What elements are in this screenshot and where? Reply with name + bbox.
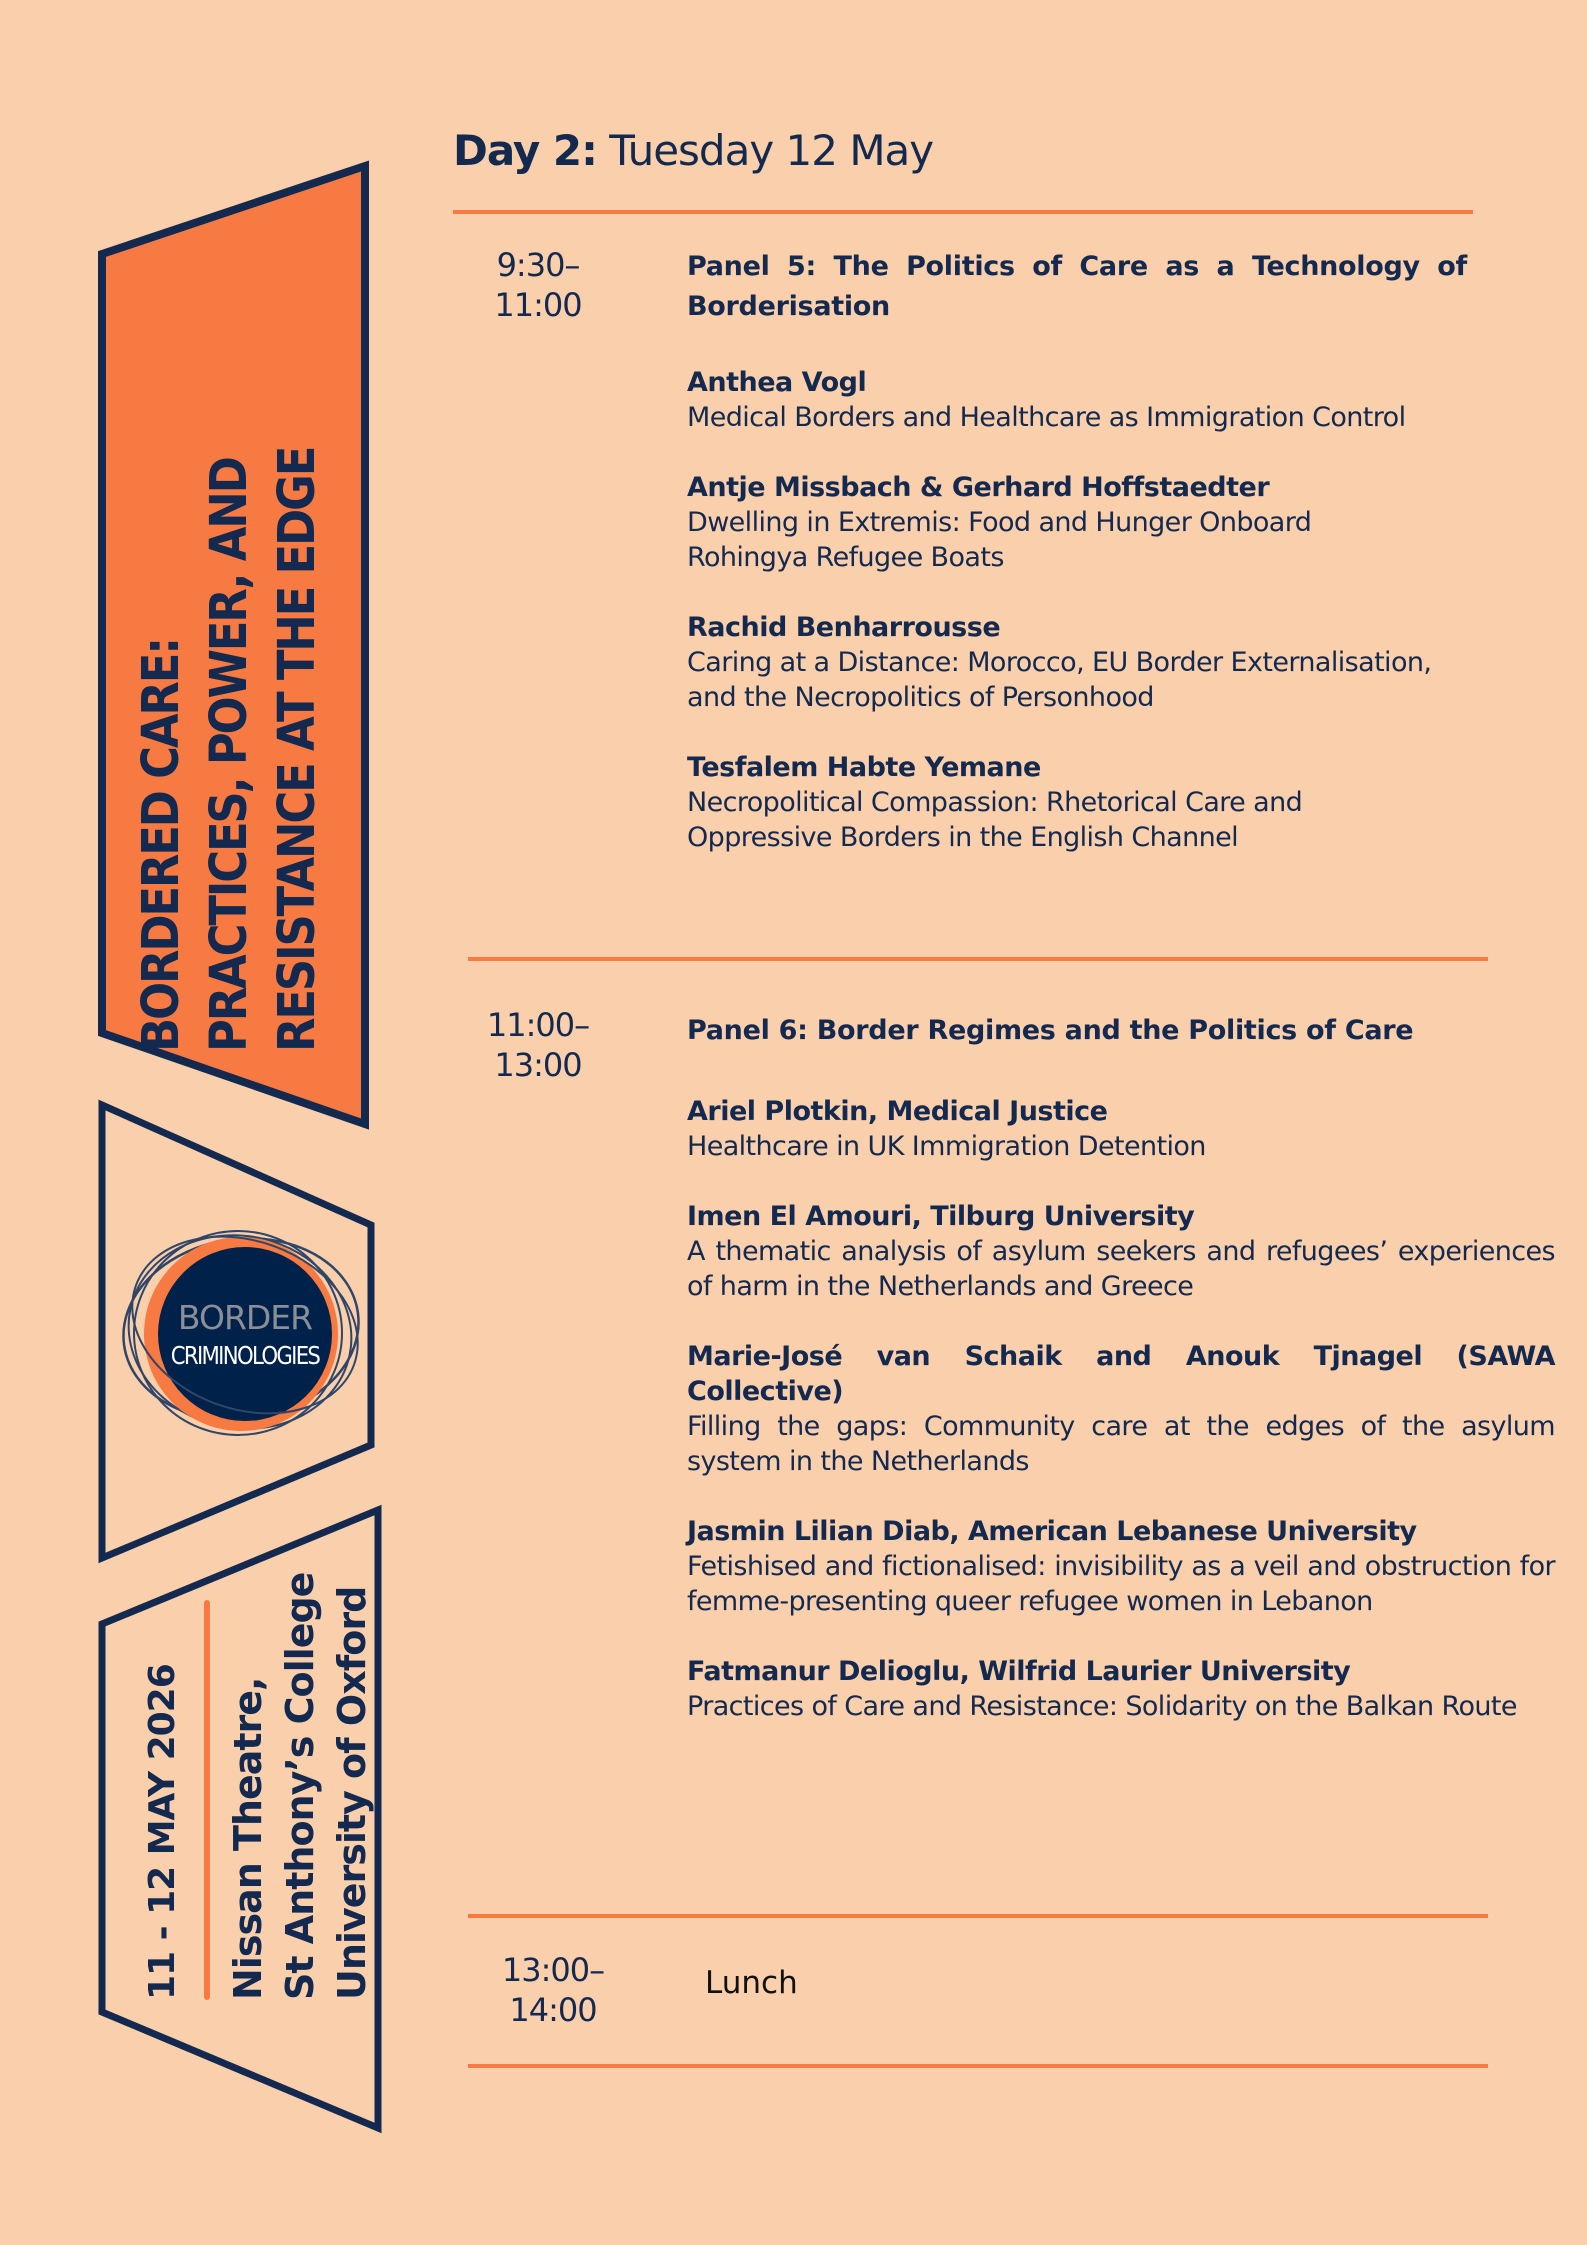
speaker: Antje Missbach & Gerhard Hoffstaedter [687, 472, 1270, 503]
talk-title: Fetishised and fictionalised: invisibility as a veil and obstruction for femme-presenting queer refugee women in Lebanon [687, 1551, 1555, 1617]
time-start: 9:30– [496, 246, 580, 284]
session-content [687, 1009, 1555, 1724]
talk [687, 1199, 1555, 1304]
talk [687, 365, 1467, 435]
session-time [468, 1950, 638, 2030]
talk-title: Dwelling in Extremis: Food and Hunger Onboard Rohingya Refugee Boats [687, 507, 1312, 573]
speaker: Ariel Plotkin, Medical Justice [687, 1096, 1108, 1127]
time-end: 14:00 [509, 1991, 597, 2029]
date-divider [204, 1600, 210, 2000]
day-date: Tuesday 12 May [609, 126, 934, 175]
speaker: Rachid Benharrousse [687, 612, 1001, 643]
lunch-label: Lunch [705, 1965, 798, 2001]
talk-title: Filling the gaps: Community care at the edges of the asylum system in the Netherlands [687, 1411, 1555, 1477]
talk-title: Necropolitical Compassion: Rhetorical Care and Oppressive Borders in the English Channel [687, 787, 1303, 853]
panel-title: Panel 5: The Politics of Care as a Technology of Borderisation [687, 251, 1467, 322]
event-dates: 11 - 12 MAY 2026 [142, 1664, 183, 2000]
time-end: 13:00 [494, 1046, 582, 1084]
talk-title: Caring at a Distance: Morocco, EU Border Externalisation, and the Necropolitics of Personhood [687, 647, 1432, 713]
talk-title: Healthcare in UK Immigration Detention [687, 1131, 1206, 1162]
divider [468, 1914, 1488, 1918]
talk [687, 470, 1417, 575]
speaker: Anthea Vogl [687, 367, 867, 398]
talk [687, 1654, 1555, 1724]
speaker: Tesfalem Habte Yemane [687, 752, 1041, 783]
venue-line-3: University of Oxford [330, 1586, 374, 2000]
logo-text-criminologies: CRIMINOLOGIES [170, 1341, 320, 1370]
session-content [687, 247, 1467, 855]
event-details [140, 1572, 378, 2000]
speaker: Imen El Amouri, Tilburg University [687, 1201, 1195, 1232]
talk [687, 750, 1417, 855]
divider [468, 2064, 1488, 2068]
day-heading [453, 126, 933, 175]
divider [453, 210, 1473, 214]
speaker: Jasmin Lilian Diab, American Lebanese University [687, 1516, 1417, 1547]
divider [468, 957, 1488, 961]
venue-line-1: Nissan Theatre, [226, 1677, 270, 2000]
time-end: 11:00 [494, 286, 582, 324]
time-start: 13:00– [501, 1951, 605, 1989]
event-title-line-2: PRACTICES, POWER, AND [200, 458, 259, 1052]
talk-title: Practices of Care and Resistance: Solidarity on the Balkan Route [687, 1691, 1517, 1722]
day-label: Day 2: [453, 126, 597, 175]
talk [687, 1514, 1555, 1619]
talk-title: A thematic analysis of asylum seekers and refugees’ experiences of harm in the Netherlands and Greece [687, 1236, 1555, 1302]
speaker: Marie-José van Schaik and Anouk Tjnagel (SAWA Collective) [687, 1341, 1555, 1407]
event-title-line-3: RESISTANCE AT THE EDGE [268, 447, 327, 1052]
panel-title: Panel 6: Border Regimes and the Politics of Care [687, 1015, 1414, 1046]
talk [687, 1094, 1555, 1164]
talk-title: Medical Borders and Healthcare as Immigration Control [687, 402, 1406, 433]
speaker: Fatmanur Delioglu, Wilfrid Laurier University [687, 1656, 1351, 1687]
session-time [453, 245, 623, 325]
event-title-line-1: BORDERED CARE: [132, 639, 191, 1052]
session-time [453, 1005, 623, 1085]
talk [687, 1339, 1555, 1479]
time-start: 11:00– [486, 1006, 590, 1044]
venue-line-2: St Anthony’s College [278, 1572, 322, 2000]
talk [687, 610, 1477, 715]
logo-text-border: BORDER [177, 1298, 313, 1337]
event-title [128, 348, 332, 1052]
